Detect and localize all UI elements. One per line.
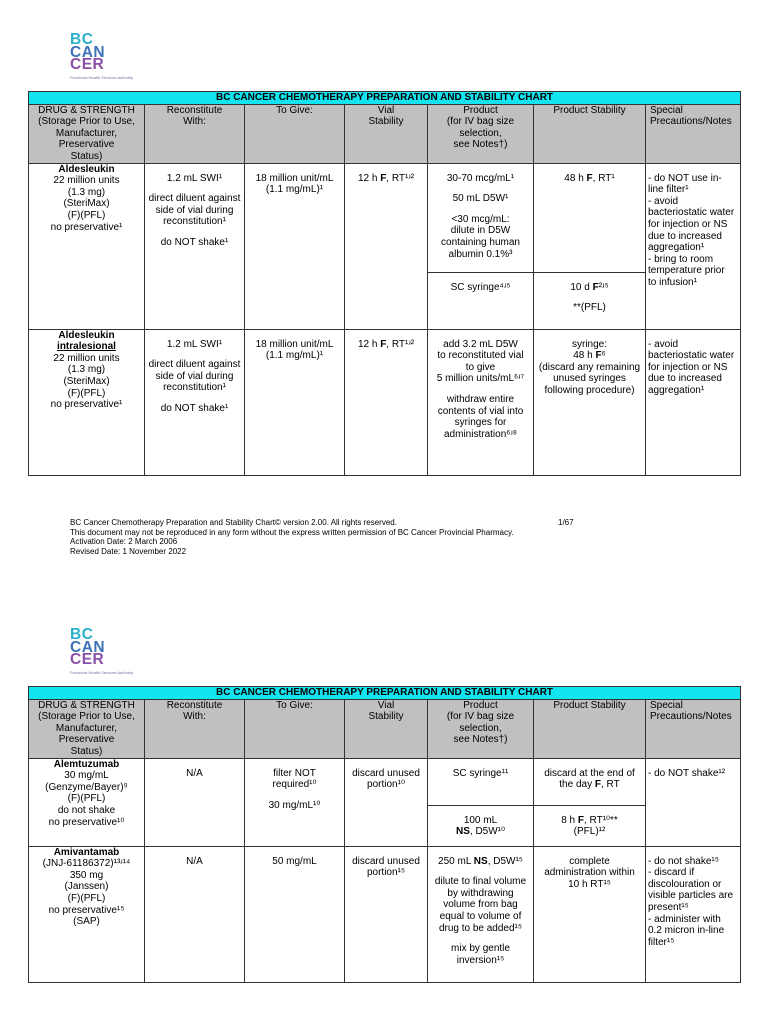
product-stability-cell: syringe: 48 h F⁶ (discard any remaining unused syringes following procedure) bbox=[534, 329, 646, 475]
vial-stability-cell: 12 h F, RT¹ʴ² bbox=[345, 329, 428, 475]
vial-stability-cell: discard unused portion¹⁵ bbox=[345, 846, 428, 982]
header-vial-stability: Vial Stability bbox=[345, 104, 428, 163]
drug-route: intralesional bbox=[57, 341, 116, 353]
table-row bbox=[29, 329, 741, 475]
reconstitute-cell: N/A bbox=[145, 758, 245, 846]
header-product: Product (for IV bag size selection, see Notes†) bbox=[428, 699, 534, 758]
product-stability-cell: discard at the end of the day F, RT bbox=[534, 758, 646, 805]
bc-cancer-logo bbox=[70, 626, 134, 675]
stability-chart-table bbox=[28, 91, 741, 476]
logo-tagline: Provincial Health Services Authority bbox=[70, 669, 134, 675]
logo-tagline: Provincial Health Services Authority bbox=[70, 74, 134, 80]
special-notes-cell: - avoid bacteriostatic water for injection or NS due to increased aggregation¹ bbox=[646, 329, 741, 475]
header-special-precautions: Special Precautions/Notes bbox=[646, 699, 741, 758]
bc-cancer-logo bbox=[70, 31, 134, 80]
special-notes-cell: - do NOT use in- line filter¹ - avoid bacteriostatic water for injection or NS due to increased aggregation¹ - bring to room temperature prior to infusion¹ bbox=[646, 163, 741, 329]
chart-title: BC CANCER CHEMOTHERAPY PREPARATION AND STABILITY CHART bbox=[29, 92, 741, 105]
drug-cell: Amivantamab (JNJ-61186372)¹³ʴ¹⁴ 350 mg (Janssen) (F)(PFL) no preservative¹⁵ (SAP) bbox=[29, 846, 145, 982]
table-row bbox=[29, 758, 741, 805]
product-cell: 30-70 mcg/mL¹ 50 mL D5W¹ <30 mcg/mL: dilute in D5W containing human albumin 0.1%³ bbox=[428, 163, 534, 272]
product-stability-cell: 10 d F²ʴ⁵ **(PFL) bbox=[534, 272, 646, 329]
vial-stability-cell: 12 h F, RT¹ʴ² bbox=[345, 163, 428, 329]
header-vial-stability: Vial Stability bbox=[345, 699, 428, 758]
header-drug: DRUG & STRENGTH (Storage Prior to Use, Manufacturer, Preservative Status) bbox=[29, 699, 145, 758]
logo-text-can: CAN bbox=[70, 43, 106, 61]
reconstitute-cell: N/A bbox=[145, 846, 245, 982]
footer-copyright: BC Cancer Chemotherapy Preparation and Stability Chart© version 2.00. All rights reserved. bbox=[70, 518, 397, 527]
header-special-precautions: Special Precautions/Notes bbox=[646, 104, 741, 163]
table-row bbox=[29, 846, 741, 982]
header-drug: DRUG & STRENGTH (Storage Prior to Use, Manufacturer, Preservative Status) bbox=[29, 104, 145, 163]
drug-name: Aldesleukin bbox=[58, 329, 115, 341]
drug-name: Alemtuzumab bbox=[53, 758, 120, 770]
header-product-stability: Product Stability bbox=[534, 699, 646, 758]
reconstitute-cell: 1.2 mL SWI¹ direct diluent against side of vial during reconstitution¹ do NOT shake¹ bbox=[145, 329, 245, 475]
to-give-cell: 18 million unit/mL (1.1 mg/mL)¹ bbox=[245, 329, 345, 475]
product-cell: add 3.2 mL D5W to reconstituted vial to give 5 million units/mL⁶ʴ⁷ withdraw entire contents of vial into syringes for administration⁶ʴ⁸ bbox=[428, 329, 534, 475]
special-notes-cell: - do NOT shake¹² bbox=[646, 758, 741, 846]
page-number: 1/67 bbox=[558, 518, 574, 527]
product-cell: 250 mL NS, D5W¹⁵ dilute to final volume by withdrawing volume from bag equal to volume of drug to be added¹⁵ mix by gentle inversion¹⁵ bbox=[428, 846, 534, 982]
product-stability-cell: 48 h F, RT¹ bbox=[534, 163, 646, 272]
header-product-stability: Product Stability bbox=[534, 104, 646, 163]
special-notes-cell: - do not shake¹⁵ - discard if discolouration or visible particles are present¹⁵ - administer with 0.2 micron in-line filter¹⁵ bbox=[646, 846, 741, 982]
drug-cell: Aldesleukin intralesional 22 million units (1.3 mg) (SteriMax) (F)(PFL) no preservative¹ bbox=[29, 329, 145, 475]
drug-cell: Aldesleukin 22 million units (1.3 mg) (SteriMax) (F)(PFL) no preservative¹ bbox=[29, 163, 145, 329]
page-footer bbox=[70, 518, 710, 556]
header-reconstitute: Reconstitute With: bbox=[145, 104, 245, 163]
footer-revised-date: Revised Date: 1 November 2022 bbox=[70, 546, 187, 556]
product-stability-cell: complete administration within 10 h RT¹⁵ bbox=[534, 846, 646, 982]
to-give-cell: 18 million unit/mL (1.1 mg/mL)¹ bbox=[245, 163, 345, 329]
to-give-cell: 50 mg/mL bbox=[245, 846, 345, 982]
header-reconstitute: Reconstitute With: bbox=[145, 699, 245, 758]
table-row bbox=[29, 163, 741, 272]
logo-text-cer: CER bbox=[70, 56, 105, 73]
stability-chart-table bbox=[28, 686, 741, 983]
header-to-give: To Give: bbox=[245, 104, 345, 163]
reconstitute-cell: 1.2 mL SWI¹ direct diluent against side of vial during reconstitution¹ do NOT shake¹ bbox=[145, 163, 245, 329]
vial-stability-cell: discard unused portion¹⁰ bbox=[345, 758, 428, 846]
chart-title: BC CANCER CHEMOTHERAPY PREPARATION AND STABILITY CHART bbox=[29, 687, 741, 700]
drug-name: Aldesleukin bbox=[58, 163, 115, 175]
product-cell: 100 mL NS, D5W¹⁰ bbox=[428, 805, 534, 846]
footer-activation-date: Activation Date: 2 March 2006 bbox=[70, 537, 178, 546]
logo-text-cer: CER bbox=[70, 651, 105, 668]
footer-notice: This document may not be reproduced in any form without the express written permission of BC Cancer Provincial Pharmacy. bbox=[70, 527, 514, 537]
header-to-give: To Give: bbox=[245, 699, 345, 758]
to-give-cell: filter NOT required¹⁰ 30 mg/mL¹⁰ bbox=[245, 758, 345, 846]
product-stability-cell: 8 h F, RT¹⁰** (PFL)¹² bbox=[534, 805, 646, 846]
header-product: Product (for IV bag size selection, see Notes†) bbox=[428, 104, 534, 163]
drug-name: Amivantamab bbox=[53, 846, 120, 858]
product-cell: SC syringe⁴ʴ⁵ bbox=[428, 272, 534, 329]
drug-cell: Alemtuzumab 30 mg/mL (Genzyme/Bayer)⁹ (F)(PFL) do not shake no preservative¹⁰ bbox=[29, 758, 145, 846]
logo-text-bc: BC bbox=[70, 626, 94, 643]
logo-text-can: CAN bbox=[70, 638, 106, 656]
product-cell: SC syringe¹¹ bbox=[428, 758, 534, 805]
logo-text-bc: BC bbox=[70, 31, 94, 48]
